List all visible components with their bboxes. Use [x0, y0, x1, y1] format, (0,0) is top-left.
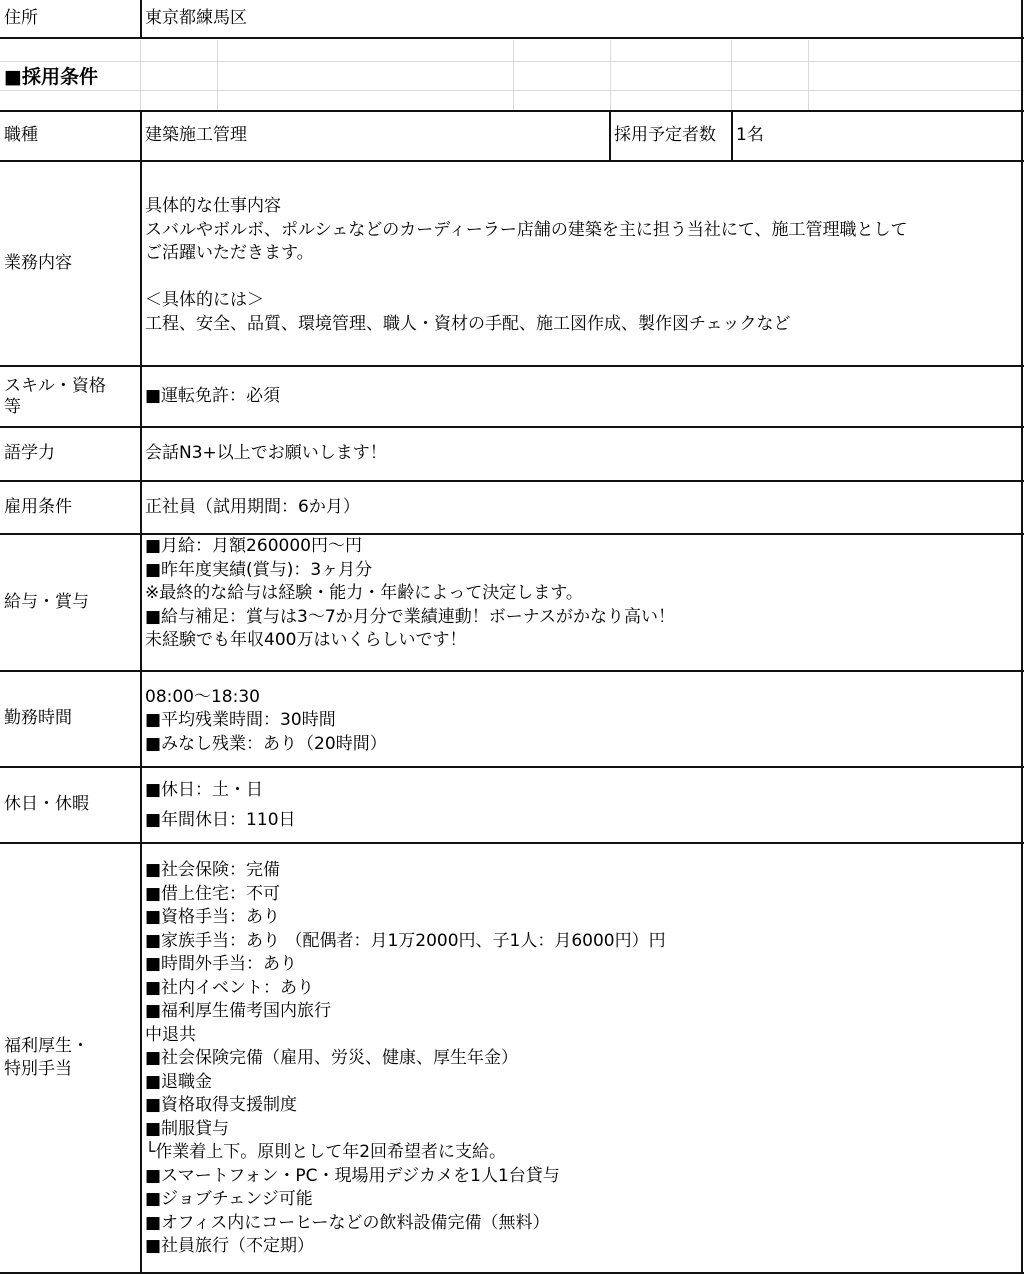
duties-line: 工程、安全、品質、環境管理、職人・資材の手配、施工図作成、製作図チェックなど	[145, 313, 791, 334]
benefits-line: 中退共	[145, 1024, 196, 1045]
benefits-line: ■資格取得支援制度	[145, 1095, 298, 1116]
benefits-line: ■スマートフォン・PC・現場用デジカメを1人1台貸与	[145, 1165, 560, 1186]
benefits-line: └作業着上下。原則として年2回希望者に支給。	[145, 1142, 507, 1163]
address-value: 東京都練馬区	[145, 8, 247, 29]
holidays-row	[0, 768, 1024, 842]
salary-line: ※最終的な給与は経験・能力・年齢によって決定します。	[145, 583, 583, 603]
skills-value: ■運転免許：必須	[145, 385, 281, 406]
duties-line	[145, 266, 1015, 290]
job-row	[0, 112, 1024, 160]
benefits-value	[145, 844, 1015, 1272]
benefits-line: ■資格手当：あり	[145, 907, 281, 928]
hours-line: ■みなし残業：あり（20時間）	[145, 733, 387, 754]
benefits-label-line: 福利厚生・	[4, 1035, 89, 1056]
salary-row	[0, 535, 1024, 670]
benefits-line: ■オフィス内にコーヒーなどの飲料設備完備（無料）	[145, 1212, 550, 1233]
section-title: ■採用条件	[4, 66, 98, 88]
duties-line: ご活躍いただきます。	[145, 243, 314, 263]
hours-row	[0, 672, 1024, 766]
benefits-line: ■社会保険：完備	[145, 860, 281, 881]
skills-label	[4, 367, 138, 426]
benefits-line: ■家族手当：あり （配偶者：月1万2000円、子1人：月6000円）円	[145, 930, 666, 951]
address-row	[0, 0, 1024, 38]
benefits-label-line: 特別手当	[4, 1059, 72, 1079]
duties-value	[145, 162, 1015, 365]
benefits-row	[0, 844, 1024, 1272]
holidays-label: 休日・休暇	[4, 794, 89, 815]
benefits-line: ■借上住宅：不可	[145, 883, 281, 904]
benefits-line: ■退職金	[145, 1071, 213, 1092]
address-label: 住所	[4, 8, 38, 29]
holidays-value	[145, 768, 1015, 842]
salary-line: ■給与補足：賞与は3〜7か月分で業績連動！ボーナスがかなり高い！	[145, 606, 676, 627]
language-row	[0, 428, 1024, 480]
hours-label: 勤務時間	[4, 708, 72, 729]
headcount-label: 採用予定者数	[614, 125, 716, 146]
duties-label: 業務内容	[4, 252, 72, 273]
skills-label-line: スキル・資格	[4, 375, 106, 396]
benefits-line: ■社員旅行（不定期）	[145, 1236, 315, 1257]
language-value: 会話N3+以上でお願いします！	[145, 443, 387, 464]
duties-line: ＜具体的には＞	[145, 290, 264, 310]
job-label: 職種	[4, 125, 38, 146]
duties-row	[0, 162, 1024, 365]
skills-label-line: 等	[4, 396, 21, 417]
salary-label: 給与・賞与	[4, 591, 89, 612]
holidays-line: ■年間休日：110日	[145, 810, 296, 830]
skills-row	[0, 367, 1024, 426]
employment-row	[0, 482, 1024, 533]
salary-line: 未経験でも年収400万はいくらしいです！	[145, 630, 467, 650]
duties-line: 具体的な仕事内容	[145, 196, 281, 216]
salary-line: ■月給：月額260000円〜円	[145, 536, 362, 556]
salary-value	[145, 535, 1015, 670]
benefits-line: ■福利厚生備考国内旅行	[145, 1001, 332, 1022]
benefits-line: ■社会保険完備（雇用、労災、健康、厚生年金）	[145, 1048, 519, 1069]
benefits-line: ■時間外手当：あり	[145, 954, 298, 975]
benefits-line: ■制服貸与	[145, 1118, 230, 1139]
language-label: 語学力	[4, 443, 55, 464]
hours-line: 08:00〜18:30	[145, 686, 260, 707]
duties-line: スバルやボルボ、ポルシェなどのカーディーラー店舗の建築を主に担う当社にて、施工管理職として	[145, 219, 908, 240]
job-value: 建築施工管理	[145, 125, 247, 146]
benefits-line: ■ジョブチェンジ可能	[145, 1189, 313, 1210]
headcount-value: 1名	[736, 125, 764, 146]
hours-line: ■平均残業時間：30時間	[145, 710, 336, 731]
holidays-line: ■休日：土・日	[145, 780, 264, 800]
hours-value	[145, 672, 1015, 766]
employment-label: 雇用条件	[4, 496, 72, 517]
salary-line: ■昨年度実績(賞与)：3ヶ月分	[145, 559, 373, 580]
employment-value: 正社員（試用期間：6か月）	[145, 496, 360, 517]
benefits-label	[4, 844, 138, 1272]
benefits-line: ■社内イベント：あり	[145, 977, 315, 998]
